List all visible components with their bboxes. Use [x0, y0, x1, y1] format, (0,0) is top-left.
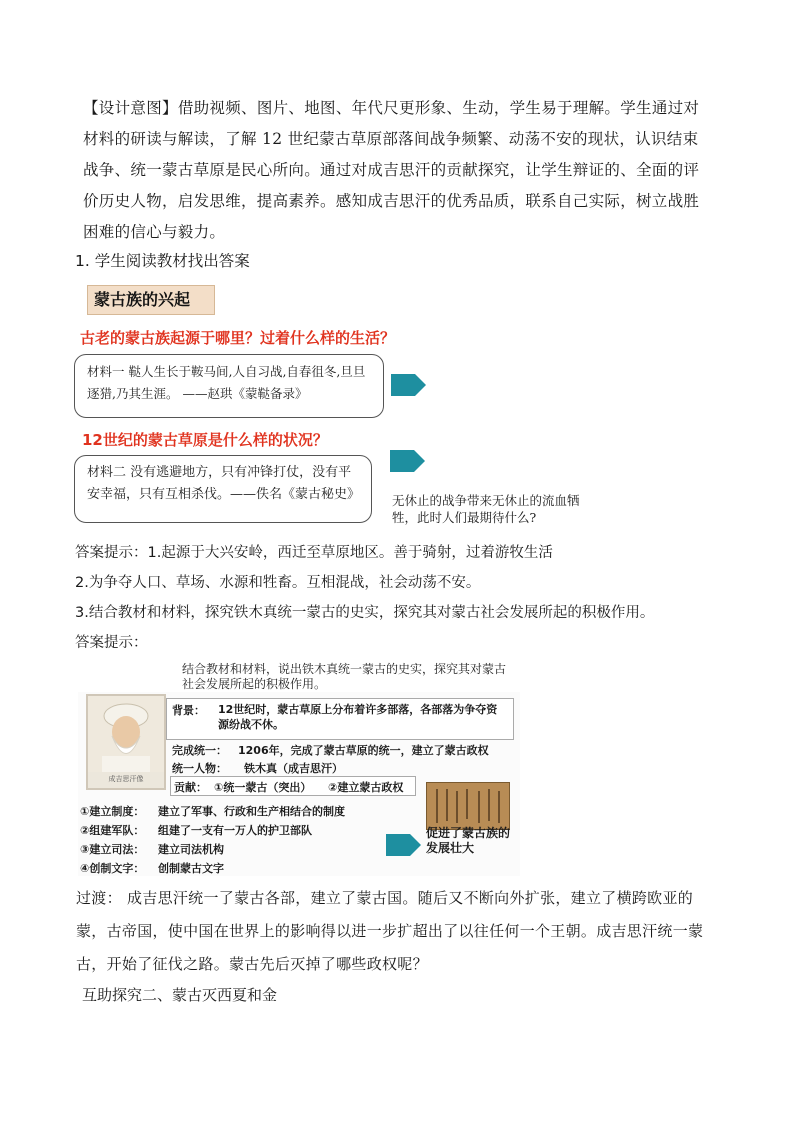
answer-3: 3.结合教材和材料，探究铁木真统一蒙古的史实，探究其对蒙古社会发展所起的积极作用。	[75, 605, 655, 621]
step-1-heading: 1. 学生阅读教材找出答案	[75, 252, 250, 270]
result-text: 促进了蒙古族的发展壮大	[426, 826, 511, 855]
portrait-caption: 成吉思汗像	[108, 775, 144, 783]
teal-arrow-icon	[391, 370, 427, 400]
background-text: 12世纪时，蒙古草原上分布着许多部落，各部落为争夺资源纷战不休。	[218, 703, 498, 731]
slide-intro: 结合教材和材料，说出铁木真统一蒙古的史实，探究其对蒙古社会发展所起的积极作用。	[182, 662, 507, 691]
design-intent-text: 借助视频、图片、地图、年代尺更形象、生动，学生易于理解。学生通过对材料的研读与解读，了解 12 世纪蒙古草原部落间战争频繁、动荡不安的现状，认识结束战争、统一蒙古草原是民心所向。通过对成吉思汗的贡献探究，让学生辩证的、全面的评价历史人物，启发思维，提高素养。感知成吉思汗的优秀品质，联系自己实际，树立战胜困难的信心与毅力。	[83, 99, 700, 241]
portrait-image-icon	[88, 696, 164, 772]
item-3-label: ③建立司法：	[80, 843, 145, 856]
item-1-text: 建立了军事、行政和生产相结合的制度	[158, 805, 345, 818]
ancient-scroll-image	[426, 782, 510, 830]
question-1: 古老的蒙古族起源于哪里？过着什么样的生活？	[80, 329, 396, 347]
contribution-2: ②建立蒙古政权	[328, 781, 404, 794]
section-2-heading: 互助探究二、蒙古灭西夏和金	[82, 986, 278, 1004]
item-4-label: ④创制文字：	[80, 862, 145, 875]
material-2-text: 材料二 没有逃避地方，只有冲锋打仗，没有平安幸福，只有互相杀伐。——佚名《蒙古秘史》	[87, 465, 361, 502]
person-text: 铁木真（成吉思汗）	[244, 762, 343, 775]
item-1-label: ①建立制度：	[80, 805, 145, 818]
material-2-box	[74, 455, 372, 523]
item-2-label: ②组建军队：	[80, 824, 145, 837]
contribution-1: ①统一蒙古（突出）	[214, 781, 312, 794]
item-4-text: 创制蒙古文字	[158, 862, 224, 875]
unify-text: 1206年，完成了蒙古草原的统一，建立了蒙古政权	[238, 744, 489, 757]
question-2: 12世纪的蒙古草原是什么样的状况？	[82, 431, 328, 449]
item-3-text: 建立司法机构	[158, 843, 224, 856]
person-label: 统一人物：	[172, 762, 227, 775]
teal-arrow-icon	[390, 446, 426, 476]
material-1-box	[74, 354, 384, 418]
answer-2: 2.为争夺人口、草场、水源和牲畜。互相混战，社会动荡不安。	[75, 575, 481, 591]
unify-label: 完成统一：	[172, 744, 227, 757]
design-intent-paragraph	[83, 93, 713, 248]
side-question: 无休止的战争带来无休止的流血牺牲，此时人们最期待什么?	[392, 493, 580, 525]
item-2-text: 组建了一支有一万人的护卫部队	[158, 824, 312, 837]
answer-hint-label: 答案提示：	[75, 635, 148, 651]
background-label: 背景：	[172, 704, 205, 717]
material-1-text: 材料一 鞑人生长于鞍马间,人自习战,自春徂冬,旦旦逐猎,乃其生涯。 ——赵珙《蒙鞑备录》	[87, 364, 366, 401]
scroll-icon	[427, 783, 509, 829]
answer-1: 答案提示：1.起源于大兴安岭，西迁至草原地区。善于骑射，过着游牧生活	[75, 545, 553, 561]
slide-tag-title: 蒙古族的兴起	[87, 285, 215, 315]
design-intent-label: 【设计意图】	[83, 99, 178, 117]
contribution-label: 贡献：	[174, 781, 207, 794]
unification-slide	[78, 662, 520, 876]
transition-paragraph: 过渡： 成吉思汗统一了蒙古各部，建立了蒙古国。随后又不断向外扩张，建立了横跨欧亚的蒙，古帝国，使中国在世界上的影响得以进一步扩超出了以往任何一个王朝。成吉思汗统一蒙古，开始了征伐之路。蒙古先后灭掉了哪些政权呢？	[76, 889, 704, 973]
genghis-khan-portrait	[86, 694, 166, 790]
teal-arrow-icon	[386, 830, 422, 860]
